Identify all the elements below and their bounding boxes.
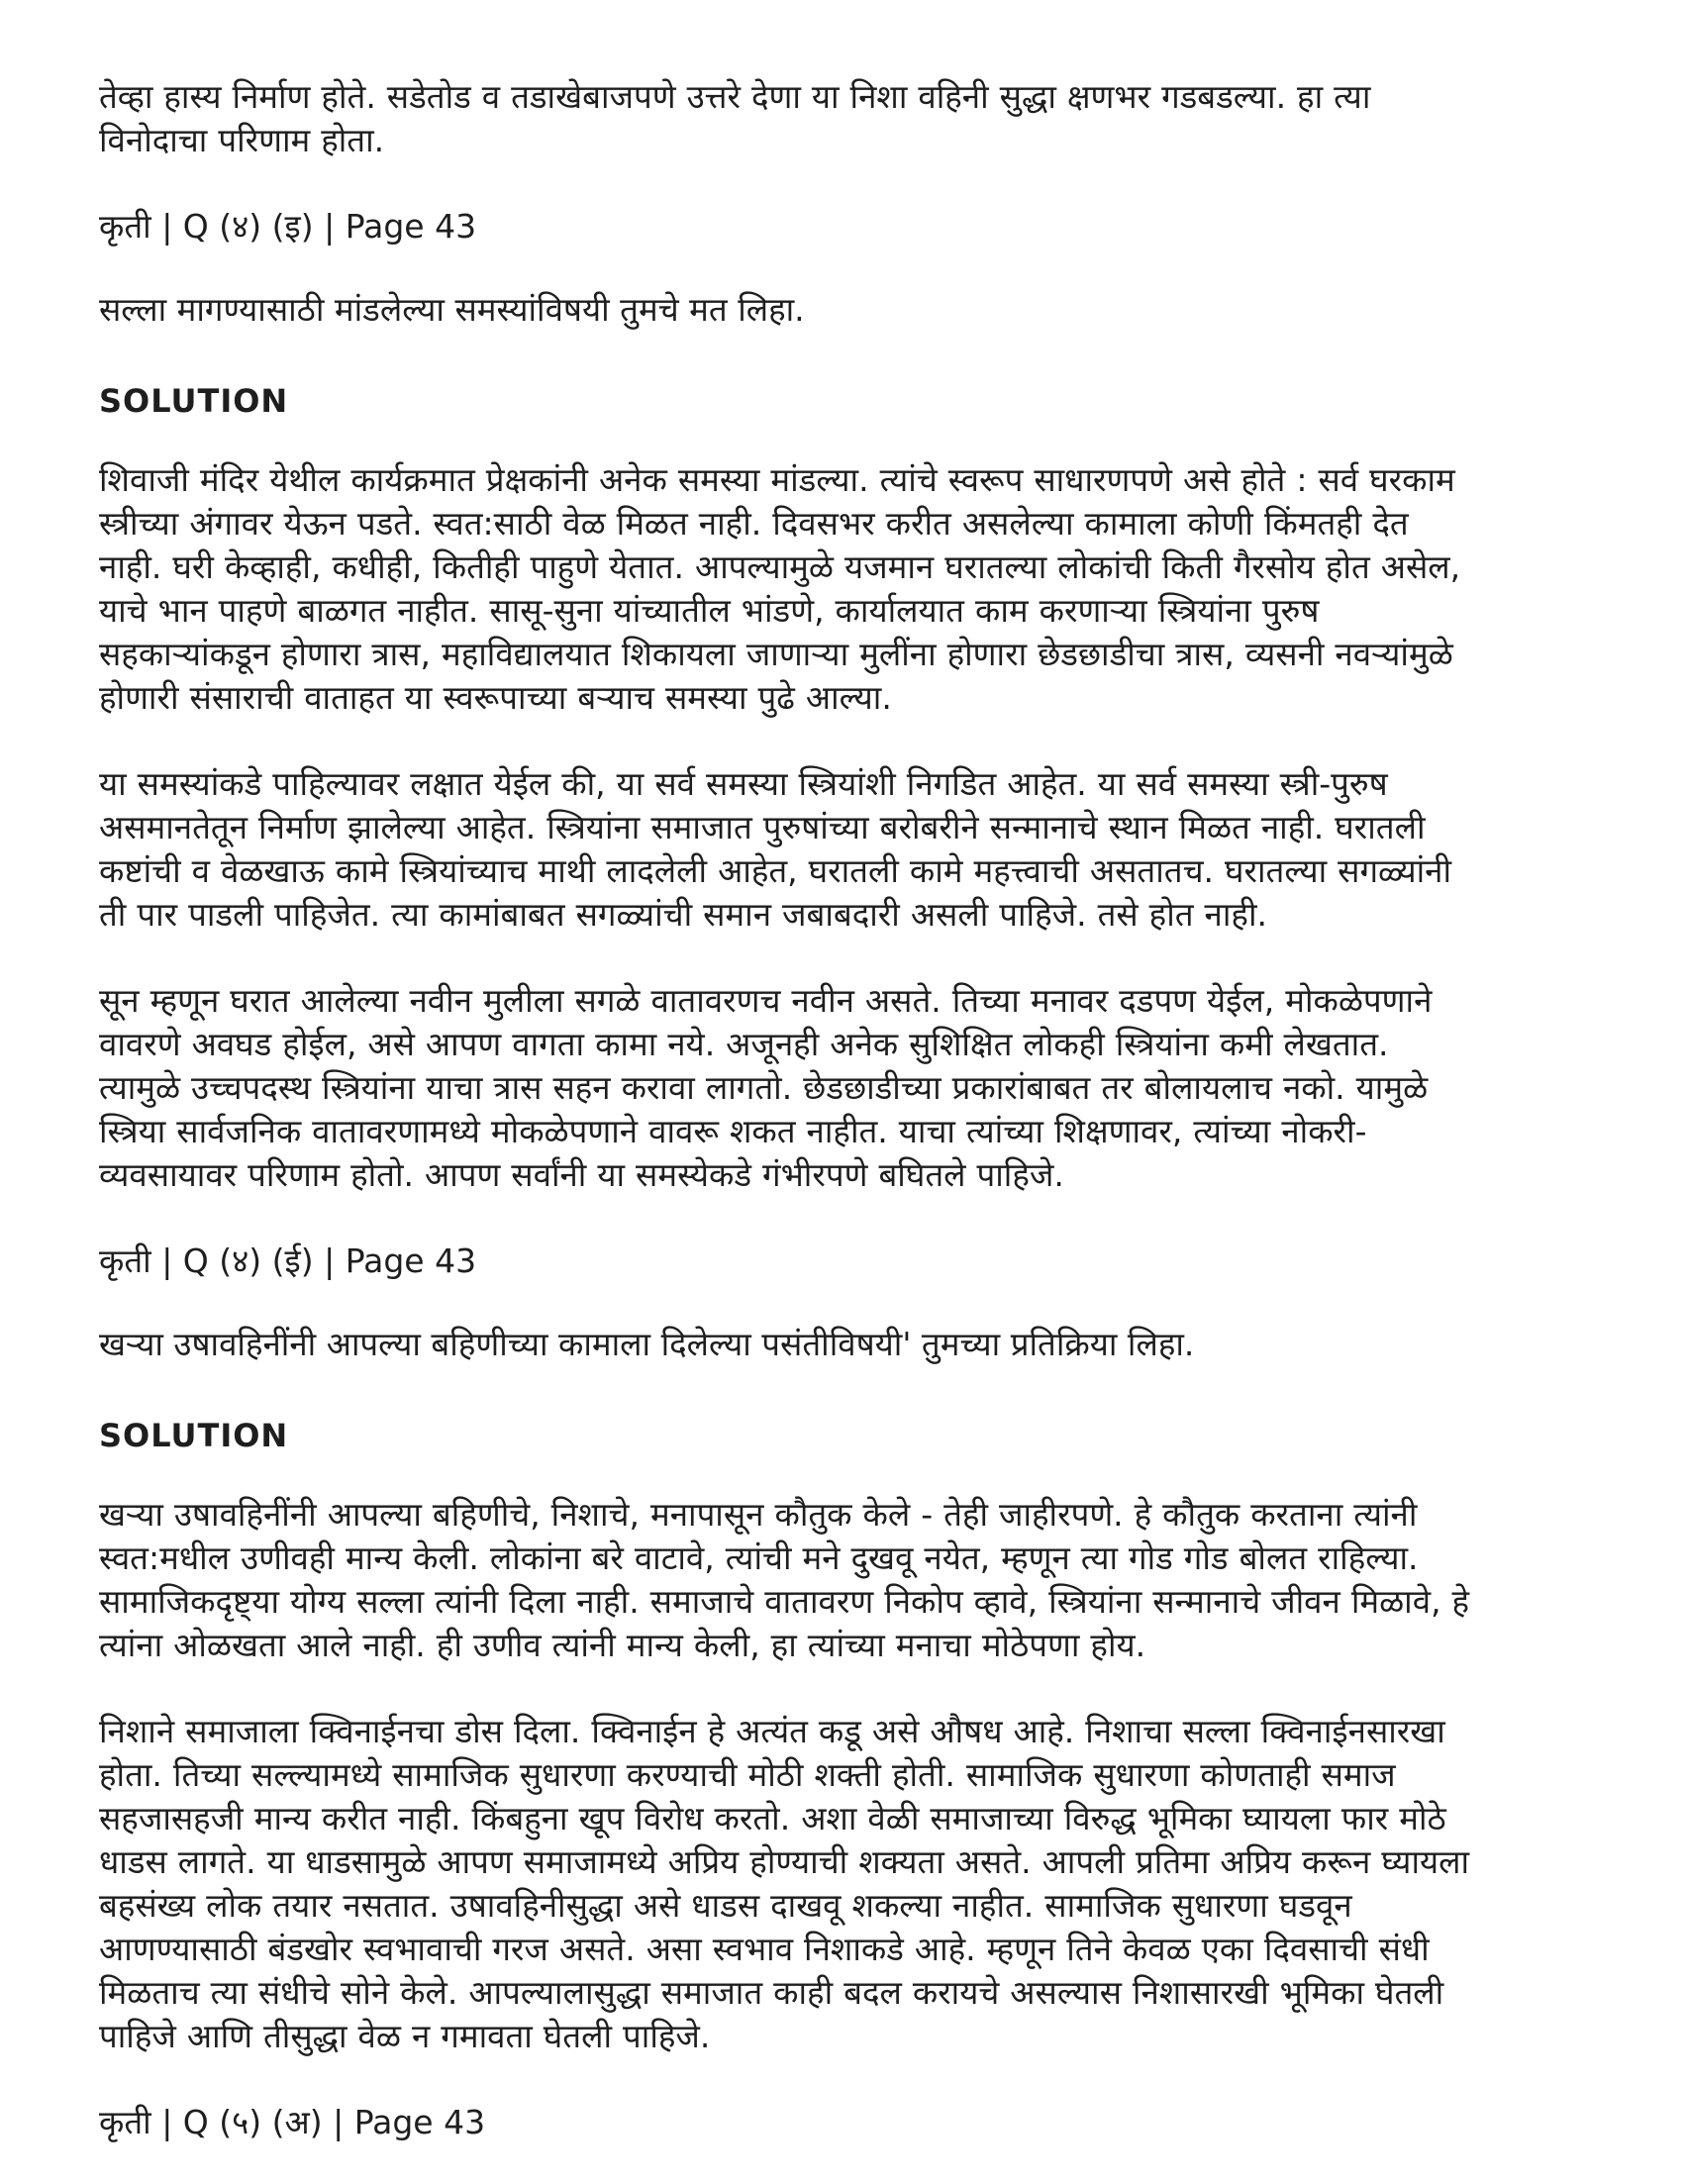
text-line: सहकाऱ्यांकडून होणारा त्रास, महाविद्यालयात शिकायला जाणाऱ्या मुलींना होणारा छेडछाडीचा त्रास, व्यसनी नवऱ्यांमुळे	[99, 635, 1453, 673]
text-line: नाही. घरी केव्हाही, कधीही, कितीही पाहुणे येतात. आपल्यामुळे यजमान घरातल्या लोकांची किती गैरसोय होत असेल,	[99, 547, 1461, 586]
text-line: वावरणे अवघड होईल, असे आपण वागता कामा नये. अजूनही अनेक सुशिक्षित लोकही स्त्रियांना कमी लेखतात.	[99, 1025, 1389, 1063]
text-line: ती पार पाडली पाहिजेत. त्या कामांबाबत सगळ्यांची समान जबाबदारी असली पाहिजे. तसे होत नाही.	[99, 895, 1267, 934]
text-line: कष्टांची व वेळखाऊ कामे स्त्रियांच्याच माथी लादलेली आहेत, घरातली कामे महत्त्वाची असतातच. घरातल्या सगळ्यांनी	[99, 851, 1452, 890]
answer-paragraph	[99, 1710, 1589, 2058]
text-line: मिळताच त्या संधीचे सोने केले. आपल्यालासुद्धा समाजात काही बदल करायचे असल्यास निशासारखी भूमिका घेतली	[99, 1973, 1444, 2012]
text-line: शिवाजी मंदिर येथील कार्यक्रमात प्रेक्षकांनी अनेक समस्या मांडल्या. त्यांचे स्वरूप साधारणपणे असे होते : सर्व घरकाम	[99, 460, 1455, 499]
paragraph-intro	[99, 75, 1589, 162]
text-line: होता. तिच्या सल्ल्यामध्ये सामाजिक सुधारणा करण्याची मोठी शक्ती होती. सामाजिक सुधारणा कोणताही समाज	[99, 1755, 1396, 1794]
text-line: आणण्यासाठी बंडखोर स्वभावाची गरज असते. असा स्वभाव निशाकडे आहे. म्हणून तिने केवळ एका दिवसाची संधी	[99, 1930, 1430, 1968]
question-text: सल्ला मागण्यासाठी मांडलेल्या समस्यांविषयी तुमचे मत लिहा.	[99, 290, 805, 329]
text-line: निशाने समाजाला क्विनाईनचा डोस दिला. क्विनाईन हे अत्यंत कडू असे औषध आहे. निशाचा सल्ला क्विनाईनसारखा	[99, 1712, 1445, 1750]
text-line: विनोदाचा परिणाम होता.	[99, 121, 385, 159]
text-line: बहसंख्य लोक तयार नसतात. उषावहिनीसुद्धा असे धाडस दाखवू शकल्या नाहीत. सामाजिक सुधारणा घडवून	[99, 1886, 1352, 1925]
text-line: सहजासहजी मान्य करीत नाही. किंबहुना खूप विरोध करतो. अशा वेळी समाजाच्या विरुद्ध भूमिका घ्यायला फार मोठे	[99, 1799, 1446, 1837]
text-line: स्त्रिया सार्वजनिक वातावरणामध्ये मोकळेपणाने वावरू शकत नाहीत. याचा त्यांच्या शिक्षणावर, त्यांच्या नोकरी-	[99, 1112, 1367, 1150]
answer-paragraph	[99, 762, 1589, 937]
text-line: धाडस लागते. या धाडसामुळे आपण समाजामध्ये अप्रिय होण्याची शक्यता असते. आपली प्रतिमा अप्रिय करून घ्यायला	[99, 1842, 1470, 1881]
question-reference: कृती | Q (४) (इ) | Page 43	[99, 207, 477, 246]
question-reference: कृती | Q (४) (ई) | Page 43	[99, 1241, 477, 1280]
text-line: याचे भान पाहणे बाळगत नाहीत. सासू-सुना यांच्यातील भांडणे, कार्यालयात काम करणाऱ्या स्त्रियांना पुरुष	[99, 591, 1320, 630]
text-line: तेव्हा हास्य निर्माण होते. सडेतोड व तडाखेबाजपणे उत्तरे देणा या निशा वहिनी सुद्धा क्षणभर गडबडल्या. हा त्या	[99, 77, 1371, 116]
text-line: स्वत:मधील उणीवही मान्य केली. लोकांना बरे वाटावे, त्यांची मने दुखवू नयेत, म्हणून त्या गोड गोड बोलत राहिल्या.	[99, 1539, 1419, 1577]
text-line: या समस्यांकडे पाहिल्यावर लक्षात येईल की, या सर्व समस्या स्त्रियांशी निगडित आहेत. या सर्व समस्या स्त्री-पुरुष	[99, 764, 1388, 803]
document-page	[99, 75, 1589, 2184]
text-line: पाहिजे आणि तीसुद्धा वेळ न गमावता घेतली पाहिजे.	[99, 2017, 711, 2055]
text-line: सामाजिकदृष्ट्या योग्य सल्ला त्यांनी दिला नाही. समाजाचे वातावरण निकोप व्हावे, स्त्रियांना सन्मानाचे जीवन मिळावे, हे	[99, 1582, 1470, 1621]
solution-heading: SOLUTION	[99, 1417, 289, 1454]
text-line: त्यामुळे उच्चपदस्थ स्त्रियांना याचा त्रास सहन करावा लागतो. छेडछाडीच्या प्रकारांबाबत तर बोलायलाच नको. यामुळे	[99, 1068, 1429, 1107]
answer-paragraph	[99, 458, 1589, 720]
question-reference: कृती | Q (५) (अ) | Page 43	[99, 2103, 486, 2141]
solution-heading: SOLUTION	[99, 382, 289, 420]
answer-paragraph	[99, 979, 1589, 1197]
text-line: होणारी संसाराची वाताहत या स्वरूपाच्या बऱ्याच समस्या पुढे आल्या.	[99, 678, 892, 717]
text-line: व्यवसायावर परिणाम होतो. आपण सर्वांनी या समस्येकडे गंभीरपणे बघितले पाहिजे.	[99, 1155, 1064, 1194]
text-line: त्यांना ओळखता आले नाही. ही उणीव त्यांनी मान्य केली, हा त्यांच्या मनाचा मोठेपणा होय.	[99, 1626, 1146, 1664]
question-text: खऱ्या उषावहिनींनी आपल्या बहिणीच्या कामाला दिलेल्या पसंतीविषयी' तुमच्या प्रतिक्रिया लिहा.	[99, 1325, 1195, 1363]
text-line: सून म्हणून घरात आलेल्या नवीन मुलीला सगळे वातावरणच नवीन असते. तिच्या मनावर दडपण येईल, मोकळेपणाने	[99, 981, 1433, 1020]
answer-paragraph	[99, 1493, 1589, 1667]
text-line: खऱ्या उषावहिनींनी आपल्या बहिणीचे, निशाचे, मनापासून कौतुक केले - तेही जाहीरपणे. हे कौतुक करताना त्यांनी	[99, 1495, 1418, 1534]
text-line: असमानतेतून निर्माण झालेल्या आहेत. स्त्रियांना समाजात पुरुषांच्या बरोबरीने सन्मानाचे स्थान मिळत नाही. घरातली	[99, 808, 1426, 846]
text-line: स्त्रीच्या अंगावर येऊन पडते. स्वत:साठी वेळ मिळत नाही. दिवसभर करीत असलेल्या कामाला कोणी किंमतही देत	[99, 504, 1409, 543]
